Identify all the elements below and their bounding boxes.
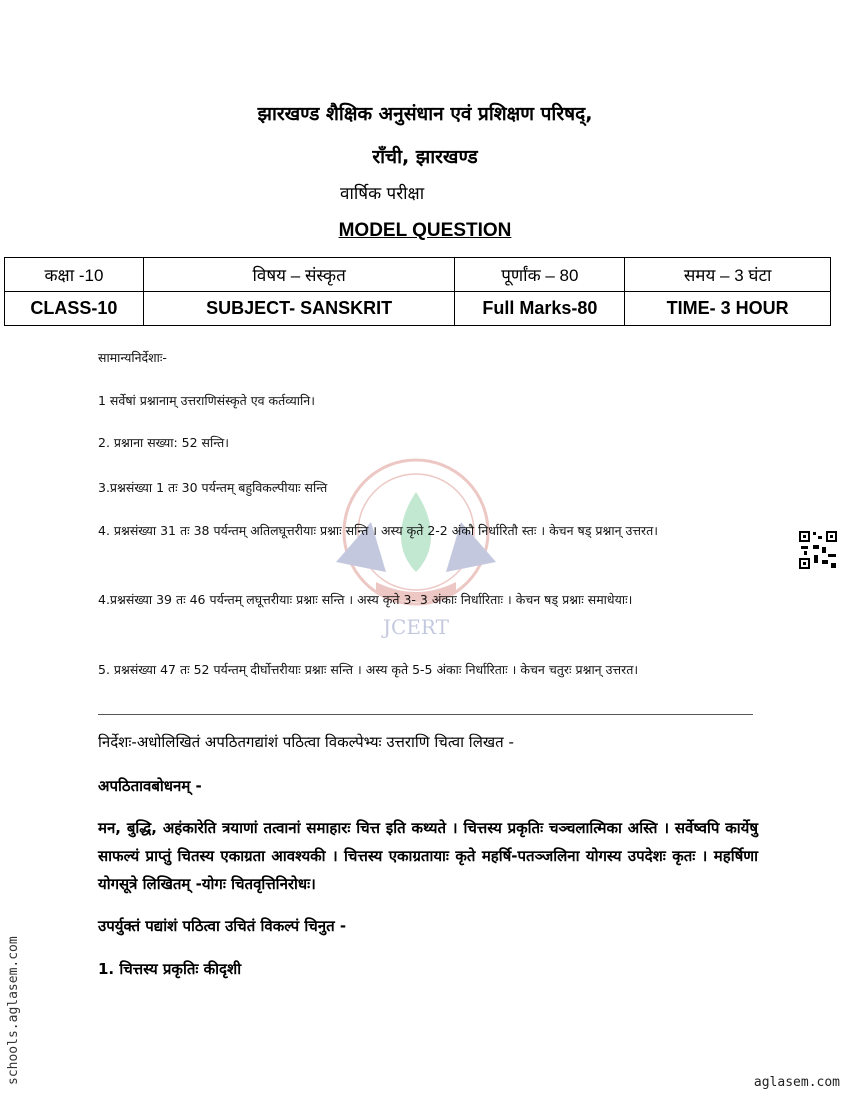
watermark-label: JCERT <box>383 615 449 639</box>
instruction-item: 3.प्रश्नसंख्या 1 तः 30 पर्यन्तम् बहुविकल्पीयाः सन्ति <box>98 480 328 495</box>
marks-table <box>4 257 831 326</box>
instruction-item: 5. प्रश्नसंख्या 47 तः 52 पर्यन्तम् दीर्घोत्तरीयाः प्रश्नाः सन्ति । अस्य कृते 5-5 अंकाः निर्धारिताः । केचन चतुरः प्रश्नान् उत्तरत। <box>98 662 639 677</box>
side-watermark-text: schools.aglasem.com <box>6 936 21 1085</box>
passage-heading: अपठितावबोधनम् - <box>98 777 202 795</box>
passage-text: मन, बुद्धि, अहंकारेति त्रयाणां तत्वानां समाहारः चित्त इति कथ्यते । चित्तस्य प्रकृतिः चञ्चलात्मिका अस्ति । सर्वेष्वपि कार्येषु साफल्यं प्राप्तुं चितस्य एकाग्रता आवश्यकी । चित्तस्य एकाग्रतायाः कृते महर्षि-पतञ्जलिना योगस्य उपदेशः कृतः । महर्षिणा योगसूत्रे लिखितम् -योगः चितवृत्तिनिरोधः। <box>98 819 758 893</box>
marks-cell-hi: पूर्णांक – 80 <box>455 258 625 292</box>
instruction-item: 4. प्रश्नसंख्या 31 तः 38 पर्यन्तम् अतिलघूत्तरीयाः प्रश्नाः सन्ति । अस्य कृते 2-2 अंकौ निर्धारितौ स्तः । केचन षड् प्रश्नान् उत्तरत। <box>98 523 658 538</box>
city-title: राँची, झारखण्ड <box>372 146 478 168</box>
passage-direction: निर्देशः-अधोलिखितं अपठितगद्यांशं पठित्वा विकल्पेभ्यः उत्तराणि चित्वा लिखत - <box>98 733 514 751</box>
instruction-item: 4.प्रश्नसंख्या 39 तः 46 पर्यन्तम् लघूत्तरीयाः प्रश्नाः सन्ति । अस्य कृते 3- 3 अंकाः निर्धारिताः । केचन षड् प्रश्नाः समाधेयाः। <box>98 592 633 607</box>
marks-cell-en: Full Marks-80 <box>455 292 625 326</box>
model-question-title: MODEL QUESTION <box>338 220 512 241</box>
subject-cell-en: SUBJECT- SANSKRIT <box>143 292 455 326</box>
marks-row-english <box>5 292 831 326</box>
class-cell-en: CLASS-10 <box>5 292 144 326</box>
qr-code-icon <box>798 530 838 570</box>
instruction-item: 1 सर्वेषां प्रश्नानाम् उत्तराणिसंस्कृते एव कर्तव्यानि। <box>98 393 315 408</box>
class-cell-hi: कक्षा -10 <box>5 258 144 292</box>
time-cell-en: TIME- 3 HOUR <box>625 292 831 326</box>
exam-title: वार्षिक परीक्षा <box>340 184 425 204</box>
instruction-item: 2. प्रश्नाना सख्या: 52 सन्ति। <box>98 435 229 450</box>
time-cell-hi: समय – 3 घंटा <box>625 258 831 292</box>
divider <box>98 714 753 715</box>
council-title: झारखण्ड शैक्षिक अनुसंधान एवं प्रशिक्षण परिषद्, <box>257 103 593 125</box>
subject-cell-hi: विषय – संस्कृत <box>143 258 455 292</box>
footer-watermark-text: aglasem.com <box>753 1075 840 1090</box>
marks-row-hindi <box>5 258 831 292</box>
question-1: 1. चित्तस्य प्रकृतिः कीदृशी <box>98 960 242 978</box>
instructions-title: सामान्यनिर्देशाः- <box>98 350 167 365</box>
passage-prompt: उपर्युक्तं पद्यांशं पठित्वा उचितं विकल्पं चिनुत - <box>98 917 347 935</box>
